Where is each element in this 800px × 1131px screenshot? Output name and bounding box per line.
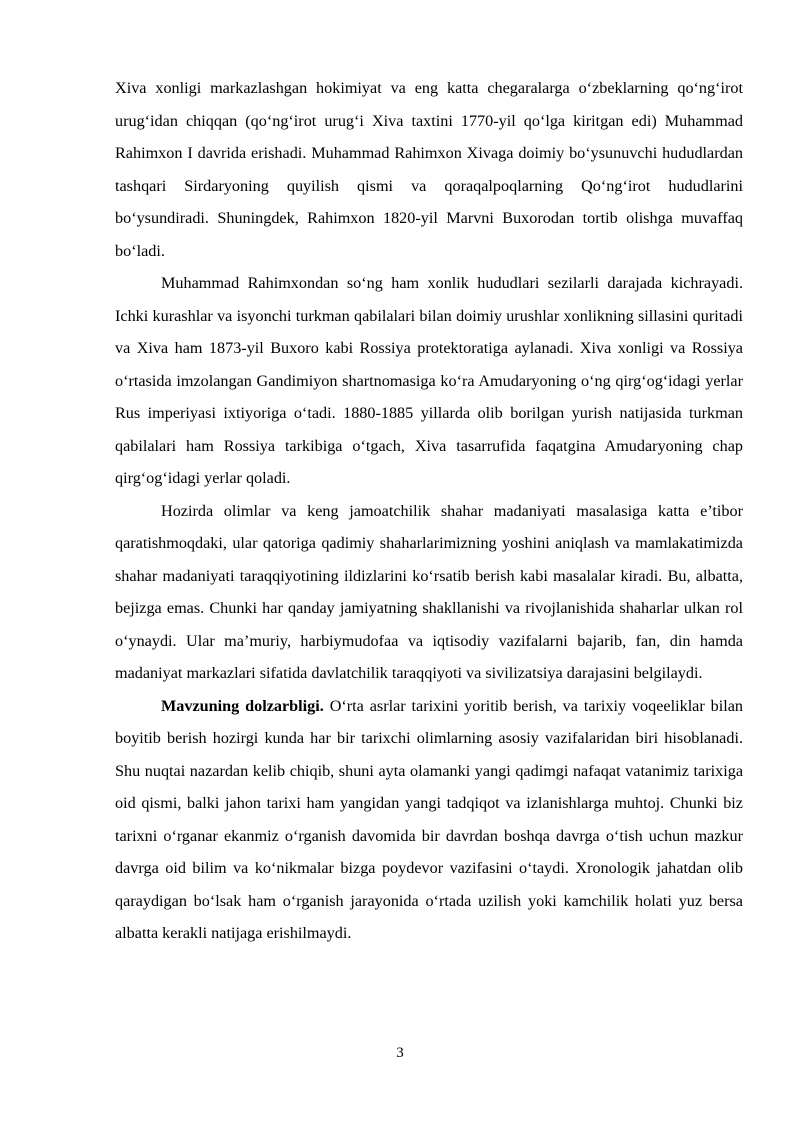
paragraph-4-text: O‘rta asrlar tarixini yoritib berish, va tarixiy voqeeliklar bilan boyitib berish hozirgi kunda har bir tarixchi olimlarning asosiy vazifalaridan biri hisoblanadi. Shu nuqtai nazardan kelib chiqib, shuni ayta olamanki yangi qadimgi nafaqat vatanimiz tarixiga oid qismi, balki jahon tarixi ham yangidan yangi tadqiqot va izlanishlarga muhtoj. Chunki biz tarixni o‘rganar ekanmiz o‘rganish davomida bir davrdan boshqa davrga o‘tish uchun mazkur davrga oid bilim va ko‘nikmalar bizga poydevor vazifasini o‘taydi. Xronologik jahatdan olib qaraydigan bo‘lsak ham o‘rganish jarayonida o‘rtada uzilish yoki kamchilik holati yuz bersa albatta kerakli natijaga erishilmaydi. bbox=[115, 696, 743, 942]
paragraph-4 bbox=[115, 690, 743, 950]
body-text bbox=[115, 72, 743, 950]
paragraph-1-text: Xiva xonligi markazlashgan hokimiyat va eng katta chegaralarga o‘zbeklarning qo‘ng‘irot urug‘idan chiqqan (qo‘ng‘irot urug‘i Xiva taxtini 1770-yil qo‘lga kiritgan edi) Muhammad Rahimxon I davrida erishadi. Muhammad Rahimxon Xivaga doimiy bo‘ysunuvchi hududlardan tashqari Sirdaryoning quyilish qismi va qoraqalpoqlarning Qo‘ng‘irot hududlarini bo‘ysundiradi. Shuningdek, Rahimxon 1820-yil Marvni Buxorodan tortib olishga muvaffaq bo‘ladi. bbox=[115, 79, 743, 260]
page-number: 3 bbox=[396, 1045, 404, 1061]
paragraph-2 bbox=[115, 267, 743, 495]
paragraph-3 bbox=[115, 495, 743, 690]
paragraph-2-text: Muhammad Rahimxondan so‘ng ham xonlik hududlari sezilarli darajada kichrayadi. Ichki kurashlar va isyonchi turkman qabilalari bilan doimiy urushlar xonlikning sillasini quritadi va Xiva ham 1873-yil Buxoro kabi Rossiya protektoratiga aylanadi. Xiva xonligi va Rossiya o‘rtasida imzolangan Gandimiyon shartnomasiga ko‘ra Amudaryoning o‘ng qirg‘og‘idagi yerlar Rus imperiyasi ixtiyoriga o‘tadi. 1880-1885 yillarda olib borilgan yurish natijasida turkman qabilalari ham Rossiya tarkibiga o‘tgach, Xiva tasarrufida faqatgina Amudaryoning chap qirg‘og‘idagi yerlar qoladi. bbox=[115, 274, 743, 487]
section-lead-heading: Mavzuning dolzarbligi. bbox=[161, 696, 324, 715]
paragraph-1 bbox=[115, 72, 743, 267]
paragraph-3-text: Hozirda olimlar va keng jamoatchilik shahar madaniyati masalasiga katta e’tibor qaratishmoqdaki, ular qatoriga qadimiy shaharlarimizning yoshini aniqlash va mamlakatimizda shahar madaniyati taraqqiyotining ildizlarini ko‘rsatib berish kabi masalalar kiradi. Bu, albatta, bejizga emas. Chunki har qanday jamiyatning shakllanishi va rivojlanishida shaharlar ulkan rol o‘ynaydi. Ular ma’muriy, harbiymudofaa va iqtisodiy vazifalarni bajarib, fan, din hamda madaniyat markazlari sifatida davlatchilik taraqqiyoti va sivilizatsiya darajasini belgilaydi. bbox=[115, 501, 743, 682]
